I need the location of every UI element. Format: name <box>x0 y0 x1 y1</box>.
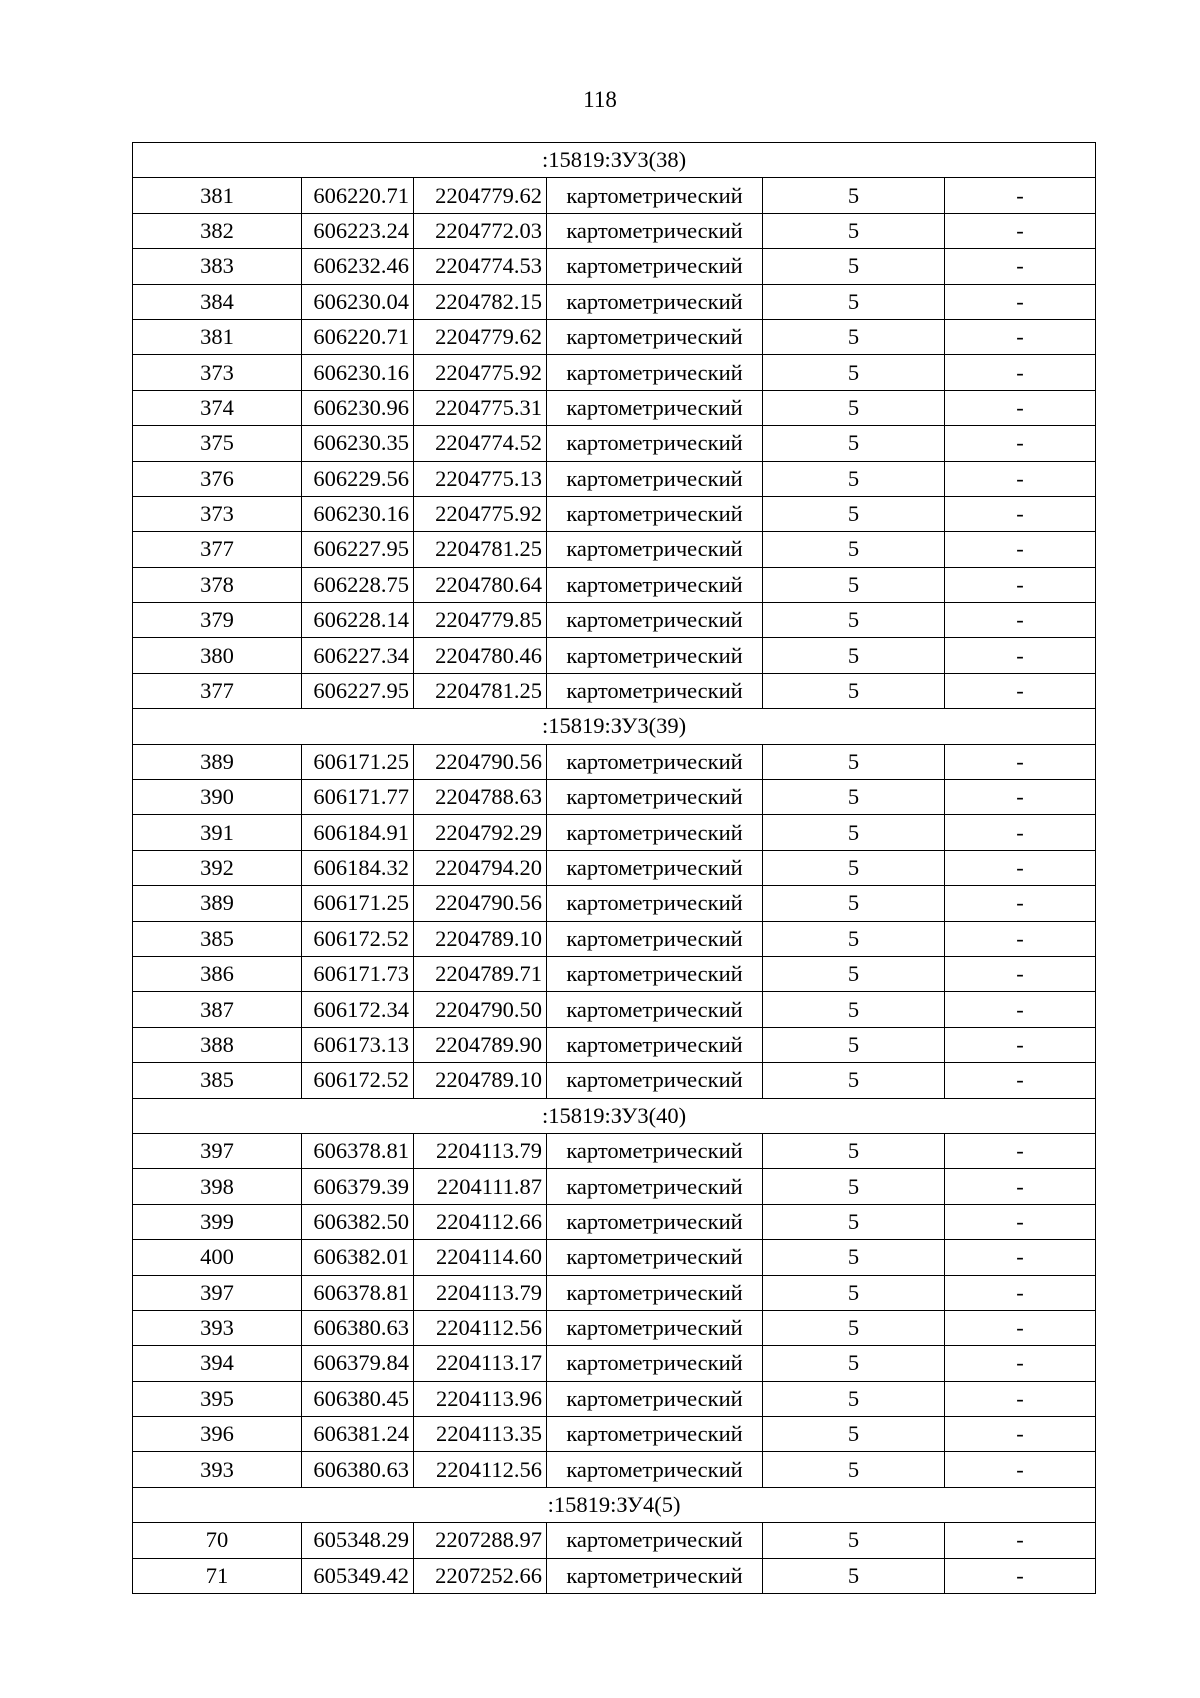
description-cell: - <box>945 1133 1096 1168</box>
x-coordinate-cell: 606380.63 <box>302 1452 414 1487</box>
point-number-cell: 376 <box>133 461 302 496</box>
method-cell: картометрический <box>547 1523 763 1558</box>
accuracy-cell: 5 <box>763 532 945 567</box>
y-coordinate-cell: 2204113.17 <box>414 1346 547 1381</box>
point-number-cell: 391 <box>133 815 302 850</box>
description-cell: - <box>945 1275 1096 1310</box>
x-coordinate-cell: 606380.45 <box>302 1381 414 1416</box>
x-coordinate-cell: 606382.50 <box>302 1204 414 1239</box>
table-row <box>133 532 1096 567</box>
accuracy-cell: 5 <box>763 426 945 461</box>
x-coordinate-cell: 606220.71 <box>302 178 414 213</box>
x-coordinate-cell: 606171.73 <box>302 956 414 991</box>
accuracy-cell: 5 <box>763 496 945 531</box>
y-coordinate-cell: 2204113.96 <box>414 1381 547 1416</box>
point-number-cell: 398 <box>133 1169 302 1204</box>
accuracy-cell: 5 <box>763 461 945 496</box>
x-coordinate-cell: 606378.81 <box>302 1275 414 1310</box>
point-number-cell: 393 <box>133 1310 302 1345</box>
point-number-cell: 373 <box>133 496 302 531</box>
y-coordinate-cell: 2204781.25 <box>414 532 547 567</box>
x-coordinate-cell: 605348.29 <box>302 1523 414 1558</box>
description-cell: - <box>945 355 1096 390</box>
point-number-cell: 395 <box>133 1381 302 1416</box>
table-row <box>133 1452 1096 1487</box>
point-number-cell: 394 <box>133 1346 302 1381</box>
y-coordinate-cell: 2204112.56 <box>414 1310 547 1345</box>
table-row <box>133 850 1096 885</box>
accuracy-cell: 5 <box>763 1346 945 1381</box>
table-row <box>133 603 1096 638</box>
y-coordinate-cell: 2204789.90 <box>414 1027 547 1062</box>
method-cell: картометрический <box>547 603 763 638</box>
description-cell: - <box>945 1310 1096 1345</box>
y-coordinate-cell: 2204772.03 <box>414 213 547 248</box>
method-cell: картометрический <box>547 1452 763 1487</box>
y-coordinate-cell: 2204779.85 <box>414 603 547 638</box>
x-coordinate-cell: 606378.81 <box>302 1133 414 1168</box>
y-coordinate-cell: 2204112.56 <box>414 1452 547 1487</box>
x-coordinate-cell: 606230.04 <box>302 284 414 319</box>
y-coordinate-cell: 2204794.20 <box>414 850 547 885</box>
description-cell: - <box>945 886 1096 921</box>
x-coordinate-cell: 606173.13 <box>302 1027 414 1062</box>
accuracy-cell: 5 <box>763 1452 945 1487</box>
accuracy-cell: 5 <box>763 178 945 213</box>
description-cell: - <box>945 1027 1096 1062</box>
description-cell: - <box>945 1452 1096 1487</box>
method-cell: картометрический <box>547 355 763 390</box>
y-coordinate-cell: 2204775.13 <box>414 461 547 496</box>
description-cell: - <box>945 1204 1096 1239</box>
accuracy-cell: 5 <box>763 992 945 1027</box>
accuracy-cell: 5 <box>763 1381 945 1416</box>
point-number-cell: 71 <box>133 1558 302 1593</box>
accuracy-cell: 5 <box>763 249 945 284</box>
description-cell: - <box>945 956 1096 991</box>
table-row <box>133 886 1096 921</box>
accuracy-cell: 5 <box>763 1027 945 1062</box>
accuracy-cell: 5 <box>763 815 945 850</box>
method-cell: картометрический <box>547 1381 763 1416</box>
accuracy-cell: 5 <box>763 390 945 425</box>
method-cell: картометрический <box>547 850 763 885</box>
method-cell: картометрический <box>547 178 763 213</box>
section-title: :15819:ЗУ3(39) <box>133 709 1096 744</box>
accuracy-cell: 5 <box>763 1523 945 1558</box>
y-coordinate-cell: 2204779.62 <box>414 319 547 354</box>
description-cell: - <box>945 284 1096 319</box>
description-cell: - <box>945 921 1096 956</box>
point-number-cell: 393 <box>133 1452 302 1487</box>
table-row <box>133 1240 1096 1275</box>
section-header-row <box>133 709 1096 744</box>
method-cell: картометрический <box>547 638 763 673</box>
x-coordinate-cell: 606382.01 <box>302 1240 414 1275</box>
accuracy-cell: 5 <box>763 673 945 708</box>
method-cell: картометрический <box>547 1133 763 1168</box>
section-title: :15819:ЗУ3(40) <box>133 1098 1096 1133</box>
y-coordinate-cell: 2204113.79 <box>414 1133 547 1168</box>
table-row <box>133 956 1096 991</box>
y-coordinate-cell: 2204775.92 <box>414 496 547 531</box>
accuracy-cell: 5 <box>763 355 945 390</box>
accuracy-cell: 5 <box>763 850 945 885</box>
section-header-row <box>133 143 1096 178</box>
x-coordinate-cell: 606227.95 <box>302 673 414 708</box>
y-coordinate-cell: 2204779.62 <box>414 178 547 213</box>
accuracy-cell: 5 <box>763 319 945 354</box>
description-cell: - <box>945 1240 1096 1275</box>
description-cell: - <box>945 850 1096 885</box>
y-coordinate-cell: 2204792.29 <box>414 815 547 850</box>
coordinates-table <box>132 142 1096 1594</box>
y-coordinate-cell: 2204789.10 <box>414 921 547 956</box>
accuracy-cell: 5 <box>763 603 945 638</box>
point-number-cell: 379 <box>133 603 302 638</box>
method-cell: картометрический <box>547 1558 763 1593</box>
point-number-cell: 392 <box>133 850 302 885</box>
accuracy-cell: 5 <box>763 744 945 779</box>
accuracy-cell: 5 <box>763 284 945 319</box>
section-title: :15819:ЗУ4(5) <box>133 1487 1096 1522</box>
point-number-cell: 373 <box>133 355 302 390</box>
accuracy-cell: 5 <box>763 638 945 673</box>
table-row <box>133 992 1096 1027</box>
y-coordinate-cell: 2204111.87 <box>414 1169 547 1204</box>
method-cell: картометрический <box>547 744 763 779</box>
description-cell: - <box>945 1169 1096 1204</box>
y-coordinate-cell: 2204113.79 <box>414 1275 547 1310</box>
description-cell: - <box>945 1523 1096 1558</box>
x-coordinate-cell: 606171.25 <box>302 744 414 779</box>
point-number-cell: 377 <box>133 673 302 708</box>
x-coordinate-cell: 606380.63 <box>302 1310 414 1345</box>
table-row <box>133 1417 1096 1452</box>
description-cell: - <box>945 603 1096 638</box>
method-cell: картометрический <box>547 532 763 567</box>
accuracy-cell: 5 <box>763 886 945 921</box>
accuracy-cell: 5 <box>763 1417 945 1452</box>
point-number-cell: 385 <box>133 921 302 956</box>
description-cell: - <box>945 178 1096 213</box>
table-row <box>133 213 1096 248</box>
method-cell: картометрический <box>547 319 763 354</box>
point-number-cell: 375 <box>133 426 302 461</box>
method-cell: картометрический <box>547 886 763 921</box>
y-coordinate-cell: 2204775.31 <box>414 390 547 425</box>
accuracy-cell: 5 <box>763 213 945 248</box>
description-cell: - <box>945 1381 1096 1416</box>
description-cell: - <box>945 496 1096 531</box>
description-cell: - <box>945 1346 1096 1381</box>
y-coordinate-cell: 2204789.10 <box>414 1063 547 1098</box>
method-cell: картометрический <box>547 1063 763 1098</box>
point-number-cell: 396 <box>133 1417 302 1452</box>
method-cell: картометрический <box>547 673 763 708</box>
x-coordinate-cell: 606223.24 <box>302 213 414 248</box>
point-number-cell: 399 <box>133 1204 302 1239</box>
table-row <box>133 1310 1096 1345</box>
point-number-cell: 378 <box>133 567 302 602</box>
accuracy-cell: 5 <box>763 921 945 956</box>
x-coordinate-cell: 606379.39 <box>302 1169 414 1204</box>
y-coordinate-cell: 2204114.60 <box>414 1240 547 1275</box>
coordinates-table-body <box>133 143 1096 1594</box>
method-cell: картометрический <box>547 1027 763 1062</box>
x-coordinate-cell: 606381.24 <box>302 1417 414 1452</box>
accuracy-cell: 5 <box>763 1169 945 1204</box>
point-number-cell: 389 <box>133 886 302 921</box>
description-cell: - <box>945 815 1096 850</box>
description-cell: - <box>945 319 1096 354</box>
table-row <box>133 1346 1096 1381</box>
table-row <box>133 1169 1096 1204</box>
point-number-cell: 386 <box>133 956 302 991</box>
table-row <box>133 567 1096 602</box>
point-number-cell: 390 <box>133 780 302 815</box>
description-cell: - <box>945 1417 1096 1452</box>
x-coordinate-cell: 606228.75 <box>302 567 414 602</box>
method-cell: картометрический <box>547 249 763 284</box>
x-coordinate-cell: 606171.25 <box>302 886 414 921</box>
y-coordinate-cell: 2204113.35 <box>414 1417 547 1452</box>
description-cell: - <box>945 673 1096 708</box>
accuracy-cell: 5 <box>763 1063 945 1098</box>
method-cell: картометрический <box>547 1204 763 1239</box>
y-coordinate-cell: 2204774.53 <box>414 249 547 284</box>
description-cell: - <box>945 213 1096 248</box>
y-coordinate-cell: 2204788.63 <box>414 780 547 815</box>
description-cell: - <box>945 638 1096 673</box>
accuracy-cell: 5 <box>763 567 945 602</box>
description-cell: - <box>945 532 1096 567</box>
y-coordinate-cell: 2204790.56 <box>414 886 547 921</box>
y-coordinate-cell: 2204781.25 <box>414 673 547 708</box>
table-row <box>133 319 1096 354</box>
method-cell: картометрический <box>547 1240 763 1275</box>
table-row <box>133 461 1096 496</box>
x-coordinate-cell: 606172.52 <box>302 1063 414 1098</box>
table-row <box>133 178 1096 213</box>
point-number-cell: 397 <box>133 1133 302 1168</box>
point-number-cell: 389 <box>133 744 302 779</box>
table-row <box>133 1523 1096 1558</box>
table-row <box>133 921 1096 956</box>
method-cell: картометрический <box>547 921 763 956</box>
method-cell: картометрический <box>547 1346 763 1381</box>
accuracy-cell: 5 <box>763 1133 945 1168</box>
point-number-cell: 388 <box>133 1027 302 1062</box>
point-number-cell: 387 <box>133 992 302 1027</box>
accuracy-cell: 5 <box>763 1240 945 1275</box>
table-row <box>133 673 1096 708</box>
table-row <box>133 1133 1096 1168</box>
method-cell: картометрический <box>547 1275 763 1310</box>
x-coordinate-cell: 606172.34 <box>302 992 414 1027</box>
y-coordinate-cell: 2204782.15 <box>414 284 547 319</box>
x-coordinate-cell: 606227.34 <box>302 638 414 673</box>
method-cell: картометрический <box>547 496 763 531</box>
table-row <box>133 284 1096 319</box>
method-cell: картометрический <box>547 461 763 496</box>
table-row <box>133 355 1096 390</box>
y-coordinate-cell: 2204789.71 <box>414 956 547 991</box>
table-row <box>133 815 1096 850</box>
point-number-cell: 70 <box>133 1523 302 1558</box>
y-coordinate-cell: 2204790.50 <box>414 992 547 1027</box>
table-row <box>133 496 1096 531</box>
y-coordinate-cell: 2204780.64 <box>414 567 547 602</box>
accuracy-cell: 5 <box>763 1204 945 1239</box>
x-coordinate-cell: 606184.32 <box>302 850 414 885</box>
description-cell: - <box>945 744 1096 779</box>
accuracy-cell: 5 <box>763 956 945 991</box>
y-coordinate-cell: 2204112.66 <box>414 1204 547 1239</box>
accuracy-cell: 5 <box>763 780 945 815</box>
description-cell: - <box>945 1558 1096 1593</box>
table-row <box>133 1063 1096 1098</box>
x-coordinate-cell: 606379.84 <box>302 1346 414 1381</box>
point-number-cell: 400 <box>133 1240 302 1275</box>
accuracy-cell: 5 <box>763 1558 945 1593</box>
x-coordinate-cell: 606220.71 <box>302 319 414 354</box>
section-title: :15819:ЗУ3(38) <box>133 143 1096 178</box>
table-row <box>133 1558 1096 1593</box>
accuracy-cell: 5 <box>763 1275 945 1310</box>
description-cell: - <box>945 426 1096 461</box>
description-cell: - <box>945 249 1096 284</box>
point-number-cell: 385 <box>133 1063 302 1098</box>
table-row <box>133 426 1096 461</box>
table-row <box>133 390 1096 425</box>
x-coordinate-cell: 606172.52 <box>302 921 414 956</box>
x-coordinate-cell: 606230.35 <box>302 426 414 461</box>
description-cell: - <box>945 1063 1096 1098</box>
y-coordinate-cell: 2207288.97 <box>414 1523 547 1558</box>
point-number-cell: 381 <box>133 319 302 354</box>
section-header-row <box>133 1487 1096 1522</box>
method-cell: картометрический <box>547 1310 763 1345</box>
method-cell: картометрический <box>547 390 763 425</box>
y-coordinate-cell: 2207252.66 <box>414 1558 547 1593</box>
point-number-cell: 397 <box>133 1275 302 1310</box>
x-coordinate-cell: 606184.91 <box>302 815 414 850</box>
method-cell: картометрический <box>547 992 763 1027</box>
point-number-cell: 384 <box>133 284 302 319</box>
x-coordinate-cell: 606232.46 <box>302 249 414 284</box>
y-coordinate-cell: 2204774.52 <box>414 426 547 461</box>
method-cell: картометрический <box>547 284 763 319</box>
point-number-cell: 382 <box>133 213 302 248</box>
x-coordinate-cell: 605349.42 <box>302 1558 414 1593</box>
table-row <box>133 1275 1096 1310</box>
table-row <box>133 638 1096 673</box>
point-number-cell: 377 <box>133 532 302 567</box>
method-cell: картометрический <box>547 1417 763 1452</box>
x-coordinate-cell: 606171.77 <box>302 780 414 815</box>
description-cell: - <box>945 780 1096 815</box>
x-coordinate-cell: 606230.16 <box>302 355 414 390</box>
x-coordinate-cell: 606228.14 <box>302 603 414 638</box>
x-coordinate-cell: 606230.16 <box>302 496 414 531</box>
method-cell: картометрический <box>547 213 763 248</box>
method-cell: картометрический <box>547 1169 763 1204</box>
method-cell: картометрический <box>547 780 763 815</box>
x-coordinate-cell: 606229.56 <box>302 461 414 496</box>
point-number-cell: 380 <box>133 638 302 673</box>
table-row <box>133 249 1096 284</box>
method-cell: картометрический <box>547 815 763 850</box>
description-cell: - <box>945 390 1096 425</box>
page-number: 118 <box>583 87 617 112</box>
table-row <box>133 1204 1096 1239</box>
method-cell: картометрический <box>547 567 763 602</box>
section-header-row <box>133 1098 1096 1133</box>
y-coordinate-cell: 2204780.46 <box>414 638 547 673</box>
x-coordinate-cell: 606230.96 <box>302 390 414 425</box>
y-coordinate-cell: 2204775.92 <box>414 355 547 390</box>
x-coordinate-cell: 606227.95 <box>302 532 414 567</box>
description-cell: - <box>945 567 1096 602</box>
point-number-cell: 381 <box>133 178 302 213</box>
accuracy-cell: 5 <box>763 1310 945 1345</box>
y-coordinate-cell: 2204790.56 <box>414 744 547 779</box>
description-cell: - <box>945 461 1096 496</box>
table-row <box>133 1381 1096 1416</box>
point-number-cell: 374 <box>133 390 302 425</box>
method-cell: картометрический <box>547 426 763 461</box>
table-row <box>133 744 1096 779</box>
description-cell: - <box>945 992 1096 1027</box>
method-cell: картометрический <box>547 956 763 991</box>
table-row <box>133 780 1096 815</box>
point-number-cell: 383 <box>133 249 302 284</box>
table-row <box>133 1027 1096 1062</box>
